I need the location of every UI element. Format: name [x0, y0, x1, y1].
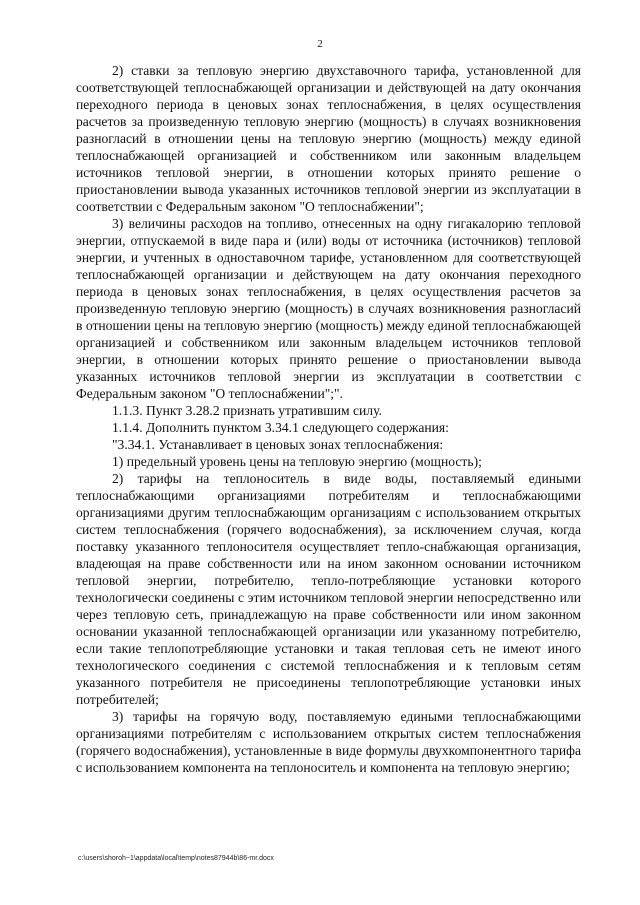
page-number: 2 [317, 38, 323, 50]
paragraph-item-1-1-3: 1.1.3. Пункт 3.28.2 признать утратившим силу. [112, 403, 382, 418]
paragraph-fuel-costs: 3) величины расходов на топливо, отнесенных на одну гигакалорию тепловой энергии, отпускаемой в виде пара и (или) воды от источника (источников) тепловой энергии, и учтенных в одноставочном тарифе, установленном для соответствующей теплоснабжающей организации и действующем на дату окончания переходного периода в ценовых зонах теплоснабжения, в целях осуществления расчетов за произведенную тепловую энергию (мощность) в случаях возникновения разногласий в отношении цены на тепловую энергию (мощность) между единой теплоснабжающей организацией и собственником или законным владельцем источников тепловой энергии, в отношении которых принято решение о приостановлении вывода указанных источников тепловой энергии из эксплуатации в соответствии с Федеральным законом "О теплоснабжении";". [76, 216, 581, 401]
paragraph-hot-water-tariffs: 3) тарифы на горячую воду, поставляемую едиными теплоснабжающими организациями потребителям с использованием открытых систем теплоснабжения (горячего водоснабжения), установленные в виде формулы двухкомпонентного тарифа с использованием компонента на теплоноситель и компонента на тепловую энергию; [76, 709, 581, 775]
paragraph-heat-carrier-tariffs: 2) тарифы на теплоноситель в виде воды, поставляемый едиными теплоснабжающими организациями потребителям и теплоснабжающими организациями другим теплоснабжающим организациям с использованием открытых систем теплоснабжения (горячего водоснабжения), за исключением случая, когда поставку указанного теплоносителя осуществляет тепло-снабжающая организация, владеющая на праве собственности или на ином законном основании источником тепловой энергии, потребителю, тепло-потребляющие установки которого технологически соединены с этим источником тепловой энергии непосредственно или через тепловую сеть, принадлежащую на праве собственности или ином законном основании указанной теплоснабжающей организации или указанному потребителю, если такие теплопотребляющие установки и такая тепловая сеть не имеют иного технологического соединения с системой теплоснабжения и к тепловым сетям указанного потребителя не присоединены теплопотребляющие установки иных потребителей; [76, 471, 581, 707]
file-path-footer: c:\users\shoroh~1\appdata\local\temp\notes87944b\86-mr.docx [78, 855, 274, 862]
document-body [76, 62, 581, 776]
paragraph-price-limit: 1) предельный уровень цены на тепловую энергию (мощность); [112, 454, 482, 469]
paragraph-item-3-34-1: "3.34.1. Устанавливает в ценовых зонах теплоснабжения: [112, 437, 444, 452]
paragraph-item-1-1-4: 1.1.4. Дополнить пунктом 3.34.1 следующего содержания: [112, 420, 449, 435]
paragraph-rate-two-part-tariff: 2) ставки за тепловую энергию двухставочного тарифа, установленной для соответствующей теплоснабжающей организации и действующей на дату окончания переходного периода в ценовых зонах теплоснабжения, в целях осуществления расчетов за произведенную тепловую энергию (мощность) в случаях возникновения разногласий в отношении цены на тепловую энергию (мощность) между единой теплоснабжающей организацией и собственником или законным владельцем источников тепловой энергии, в отношении которых принято решение о приостановлении вывода указанных источников тепловой энергии из эксплуатации в соответствии с Федеральным законом "О теплоснабжении"; [76, 63, 581, 214]
